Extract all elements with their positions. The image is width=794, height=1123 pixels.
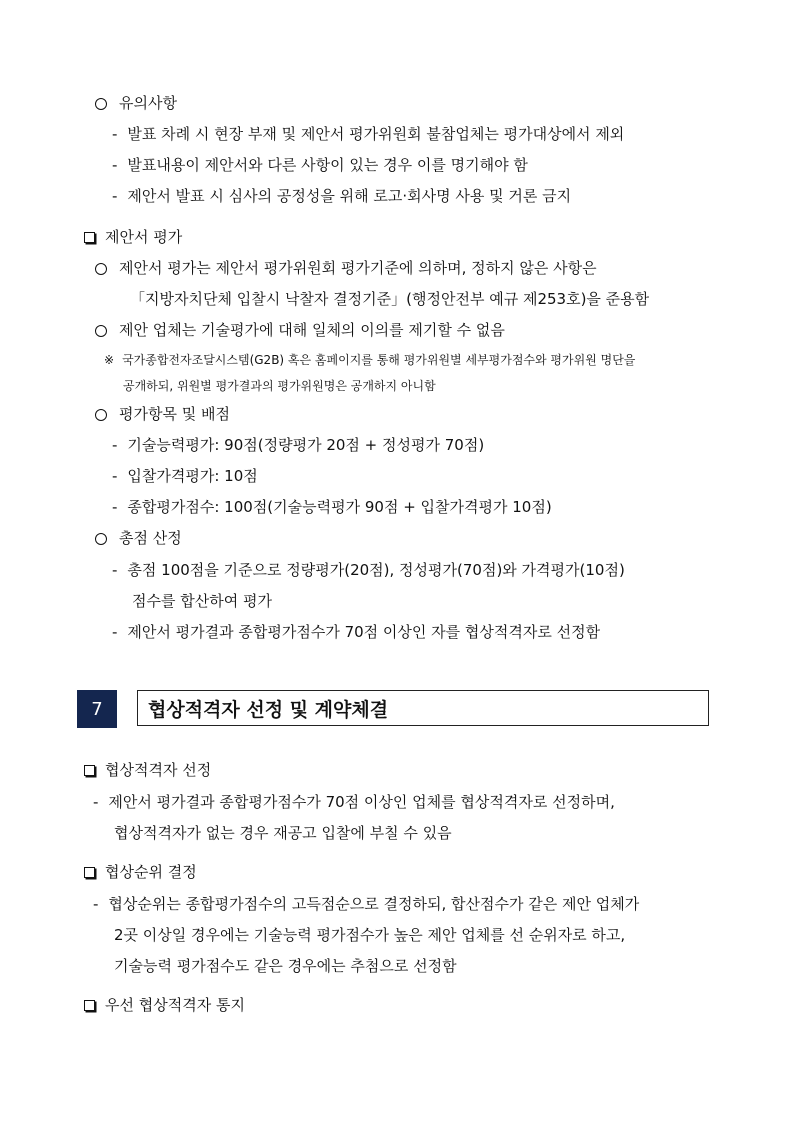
items-item: - 종합평가점수: 100점(기술능력평가 90점 + 입찰가격평가 10점) <box>112 498 552 516</box>
evaluation-paragraph-1: 제안서 평가는 제안서 평가위원회 평가기준에 의하며, 정하지 않은 사항은 <box>95 258 597 278</box>
items-item: - 기술능력평가: 90점(정량평가 20점 + 정성평가 70점) <box>112 436 485 454</box>
items-heading: 평가항목 및 배점 <box>95 404 230 424</box>
evaluation-note-cont: 공개하되, 위원별 평가결과의 평가위원명은 공개하지 아니함 <box>123 379 436 393</box>
section-number-badge: 7 <box>77 690 117 728</box>
notes-heading: 유의사항 <box>95 93 177 113</box>
checkbox-square-icon <box>84 867 95 878</box>
notify-heading: 우선 협상적격자 통지 <box>84 995 245 1015</box>
checkbox-square-icon <box>84 232 95 243</box>
circle-bullet-icon <box>95 325 107 337</box>
evaluation-paragraph-1-cont: 「지방자치단체 입찰시 낙찰자 결정기준」(행정안전부 예규 제253호)을 준용함 <box>130 290 650 308</box>
notes-item: - 발표 차례 시 현장 부재 및 제안서 평가위원회 불참업체는 평가대상에서 제외 <box>112 125 625 143</box>
notes-item: - 발표내용이 제안서와 다른 사항이 있는 경우 이를 명기해야 함 <box>112 156 528 174</box>
selection-heading: 협상적격자 선정 <box>84 760 211 780</box>
circle-bullet-icon <box>95 98 107 110</box>
circle-bullet-icon <box>95 409 107 421</box>
notes-item: - 제안서 발표 시 심사의 공정성을 위해 로고·회사명 사용 및 거론 금지 <box>112 187 572 205</box>
evaluation-heading: 제안서 평가 <box>84 227 182 247</box>
ranking-item-cont: 기술능력 평가점수도 같은 경우에는 추첨으로 선정함 <box>114 957 457 975</box>
total-heading: 총점 산정 <box>95 528 182 548</box>
total-item-cont: 점수를 합산하여 평가 <box>132 592 272 610</box>
ranking-item-cont: 2곳 이상일 경우에는 기술능력 평가점수가 높은 제안 업체를 선 순위자로 하고, <box>114 926 626 944</box>
section-title: 협상적격자 선정 및 계약체결 <box>137 690 709 726</box>
selection-item: - 제안서 평가결과 종합평가점수가 70점 이상인 업체를 협상적격자로 선정하며, <box>93 793 615 811</box>
items-item: - 입찰가격평가: 10점 <box>112 467 258 485</box>
ranking-heading: 협상순위 결정 <box>84 862 197 882</box>
total-item: - 제안서 평가결과 종합평가점수가 70점 이상인 자를 협상적격자로 선정함 <box>112 623 601 641</box>
evaluation-paragraph-2: 제안 업체는 기술평가에 대해 일체의 이의를 제기할 수 없음 <box>95 320 505 340</box>
selection-item-cont: 협상적격자가 없는 경우 재공고 입찰에 부칠 수 있음 <box>114 824 452 842</box>
circle-bullet-icon <box>95 263 107 275</box>
total-item: - 총점 100점을 기준으로 정량평가(20점), 정성평가(70점)와 가격평가(10점) <box>112 561 625 579</box>
checkbox-square-icon <box>84 1000 95 1011</box>
evaluation-note: ※ 국가종합전자조달시스템(G2B) 혹은 홈페이지를 통해 평가위원별 세부평가점수와 평가위원 명단을 <box>104 353 636 367</box>
ranking-item: - 협상순위는 종합평가점수의 고득점순으로 결정하되, 합산점수가 같은 제안 업체가 <box>93 895 640 913</box>
checkbox-square-icon <box>84 765 95 776</box>
circle-bullet-icon <box>95 533 107 545</box>
